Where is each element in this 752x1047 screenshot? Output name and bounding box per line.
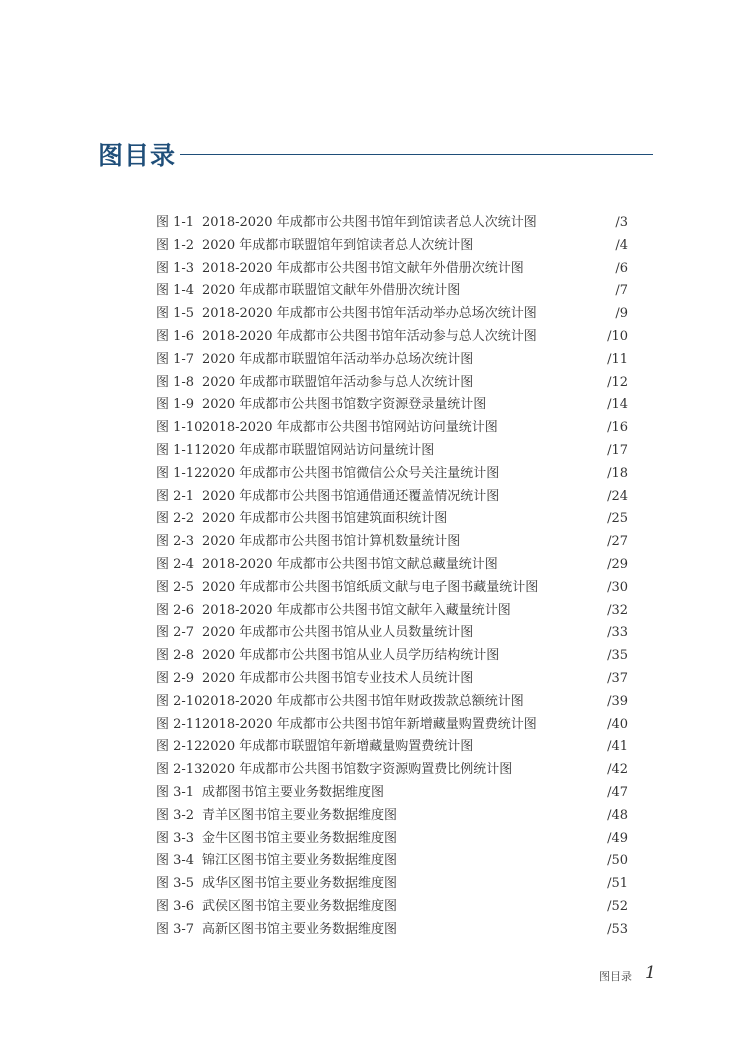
page-reference: /18 <box>607 465 628 481</box>
page-reference: /35 <box>607 648 628 664</box>
figure-number: 图 3-4 <box>156 853 195 869</box>
toc-entry[interactable] <box>156 508 628 531</box>
figure-title: 2018-2020 年成都市公共图书馆文献总藏量统计图 <box>202 556 498 572</box>
figure-title: 2018-2020 年成都市公共图书馆年到馆读者总人次统计图 <box>202 215 537 230</box>
figure-number: 图 1-12 <box>156 465 203 481</box>
figure-number: 图 1-10 <box>156 420 203 436</box>
toc-entry[interactable] <box>156 714 628 737</box>
footer-section-label: 图目录 <box>599 970 632 983</box>
figure-title: 2018-2020 年成都市公共图书馆年财政拨款总额统计图 <box>202 693 524 709</box>
toc-entry[interactable] <box>156 235 628 258</box>
toc-entry[interactable] <box>156 531 628 554</box>
figure-number: 图 1-1 <box>156 215 195 230</box>
figure-title: 2020 年成都市公共图书馆数字资源购置费比例统计图 <box>202 762 513 778</box>
page-reference: /30 <box>607 579 628 595</box>
toc-entry[interactable] <box>156 896 628 919</box>
figure-title: 2020 年成都市公共图书馆专业技术人员统计图 <box>202 670 474 686</box>
figure-number: 图 1-9 <box>156 397 195 413</box>
figure-title: 2020 年成都市公共图书馆建筑面积统计图 <box>202 511 448 527</box>
page-reference: /6 <box>615 260 628 276</box>
toc-entry[interactable] <box>156 736 628 759</box>
figure-title: 成都图书馆主要业务数据维度图 <box>202 784 385 800</box>
page-reference: /4 <box>615 237 628 253</box>
toc-entry[interactable] <box>156 372 628 395</box>
figure-number: 图 3-2 <box>156 807 195 823</box>
figure-number: 图 3-7 <box>156 921 195 937</box>
figure-number: 图 1-3 <box>156 260 195 276</box>
figure-number: 图 1-6 <box>156 328 195 344</box>
figure-title: 2018-2020 年成都市公共图书馆年活动举办总场次统计图 <box>202 306 537 322</box>
page-reference: /47 <box>607 784 628 800</box>
figure-number: 图 3-1 <box>156 784 195 800</box>
figure-title: 2020 年成都市联盟馆年到馆读者总人次统计图 <box>202 237 474 253</box>
page-reference: /41 <box>607 739 628 755</box>
figure-number: 图 3-5 <box>156 876 195 892</box>
toc-entry[interactable] <box>156 280 628 303</box>
figure-title: 2020 年成都市公共图书馆微信公众号关注量统计图 <box>202 465 500 481</box>
toc-entry[interactable] <box>156 850 628 873</box>
figure-number: 图 2-6 <box>156 602 195 618</box>
toc-entry[interactable] <box>156 668 628 691</box>
figure-number: 图 1-4 <box>156 283 195 299</box>
footer-page-number: 1 <box>645 963 656 983</box>
figure-number: 图 2-11 <box>156 716 203 732</box>
figure-title: 2018-2020 年成都市公共图书馆年活动参与总人次统计图 <box>202 328 537 344</box>
page-reference: /16 <box>607 420 628 436</box>
figure-title: 2020 年成都市公共图书馆从业人员数量统计图 <box>202 625 474 641</box>
toc-entry[interactable] <box>156 691 628 714</box>
figure-number: 图 2-10 <box>156 693 203 709</box>
figure-title: 2020 年成都市联盟馆年活动举办总场次统计图 <box>202 351 474 367</box>
figure-number: 图 1-5 <box>156 306 195 322</box>
page-reference: /52 <box>607 898 628 914</box>
toc-entry[interactable] <box>156 577 628 600</box>
toc-entry[interactable] <box>156 258 628 281</box>
toc-entry[interactable] <box>156 759 628 782</box>
figure-title: 高新区图书馆主要业务数据维度图 <box>202 921 398 937</box>
page-reference: /39 <box>607 693 628 709</box>
figure-title: 2020 年成都市公共图书馆数字资源登录量统计图 <box>202 397 487 413</box>
page-reference: /17 <box>607 442 628 458</box>
page-reference: /51 <box>607 876 628 892</box>
page-reference: /37 <box>607 670 628 686</box>
page-reference: /25 <box>607 511 628 527</box>
toc-entry[interactable] <box>156 349 628 372</box>
figure-title: 青羊区图书馆主要业务数据维度图 <box>202 807 398 823</box>
figure-title: 2020 年成都市公共图书馆计算机数量统计图 <box>202 534 461 550</box>
toc-entry[interactable] <box>156 600 628 623</box>
toc-entry[interactable] <box>156 828 628 851</box>
page-reference: /49 <box>607 830 628 846</box>
figure-title: 2018-2020 年成都市公共图书馆文献年入藏量统计图 <box>202 602 511 618</box>
page-reference: /33 <box>607 625 628 641</box>
figure-title: 武侯区图书馆主要业务数据维度图 <box>202 898 398 914</box>
page-reference: /50 <box>607 853 628 869</box>
toc-entry[interactable] <box>156 212 628 235</box>
figure-number: 图 2-1 <box>156 488 195 504</box>
figure-title: 2020 年成都市联盟馆年活动参与总人次统计图 <box>202 374 474 390</box>
toc-entry[interactable] <box>156 554 628 577</box>
page-reference: /3 <box>615 215 628 230</box>
page-reference: /40 <box>607 716 628 732</box>
figure-number: 图 2-7 <box>156 625 195 641</box>
figure-number: 图 1-7 <box>156 351 195 367</box>
figure-title: 2020 年成都市联盟馆年新增藏量购置费统计图 <box>202 739 474 755</box>
page-reference: /42 <box>607 762 628 778</box>
toc-entry[interactable] <box>156 919 628 942</box>
toc-entry[interactable] <box>156 303 628 326</box>
figure-title: 2018-2020 年成都市公共图书馆文献年外借册次统计图 <box>202 260 524 276</box>
figure-number: 图 3-6 <box>156 898 195 914</box>
toc-entry[interactable] <box>156 622 628 645</box>
toc-entry[interactable] <box>156 463 628 486</box>
figure-number: 图 2-13 <box>156 762 203 778</box>
toc-entry[interactable] <box>156 394 628 417</box>
toc-entry[interactable] <box>156 645 628 668</box>
figure-number: 图 2-3 <box>156 534 195 550</box>
toc-entry[interactable] <box>156 417 628 440</box>
figure-number: 图 1-8 <box>156 374 195 390</box>
figure-number: 图 2-4 <box>156 556 195 572</box>
page-title: 图目录 <box>98 141 177 170</box>
page-reference: /12 <box>607 374 628 390</box>
page-reference: /32 <box>607 602 628 618</box>
page-reference: /48 <box>607 807 628 823</box>
page-reference: /29 <box>607 556 628 572</box>
page-reference: /11 <box>607 351 628 367</box>
figure-number: 图 2-5 <box>156 579 195 595</box>
toc-entry[interactable] <box>156 782 628 805</box>
figure-title: 2020 年成都市公共图书馆从业人员学历结构统计图 <box>202 648 500 664</box>
figure-title: 成华区图书馆主要业务数据维度图 <box>202 876 398 892</box>
figure-number: 图 2-8 <box>156 648 195 664</box>
figure-number: 图 3-3 <box>156 830 195 846</box>
figure-title: 2020 年成都市联盟馆网站访问量统计图 <box>202 442 435 458</box>
figure-title: 2018-2020 年成都市公共图书馆网站访问量统计图 <box>202 420 498 436</box>
toc-entry[interactable] <box>156 486 628 509</box>
figure-number: 图 2-2 <box>156 511 195 527</box>
page-reference: /14 <box>607 397 628 413</box>
figure-title: 2020 年成都市公共图书馆纸质文献与电子图书藏量统计图 <box>202 579 539 595</box>
figure-number: 图 1-2 <box>156 237 195 253</box>
figure-number: 图 2-9 <box>156 670 195 686</box>
figure-number: 图 2-12 <box>156 739 203 755</box>
figure-title: 2020 年成都市联盟馆文献年外借册次统计图 <box>202 283 461 299</box>
page-reference: /10 <box>607 328 628 344</box>
page-reference: /53 <box>607 921 628 937</box>
page-reference: /9 <box>615 306 628 322</box>
figure-title: 锦江区图书馆主要业务数据维度图 <box>202 853 398 869</box>
page-reference: /7 <box>615 283 628 299</box>
figure-title: 2018-2020 年成都市公共图书馆年新增藏量购置费统计图 <box>202 716 537 732</box>
page-reference: /27 <box>607 534 628 550</box>
figure-title: 金牛区图书馆主要业务数据维度图 <box>202 830 398 846</box>
page-reference: /24 <box>607 488 628 504</box>
figure-list <box>156 212 628 942</box>
toc-entry[interactable] <box>156 326 628 349</box>
toc-entry[interactable] <box>156 805 628 828</box>
title-divider <box>180 154 653 155</box>
toc-entry[interactable] <box>156 440 628 463</box>
figure-number: 图 1-11 <box>156 442 203 458</box>
figure-title: 2020 年成都市公共图书馆通借通还覆盖情况统计图 <box>202 488 500 504</box>
toc-entry[interactable] <box>156 873 628 896</box>
